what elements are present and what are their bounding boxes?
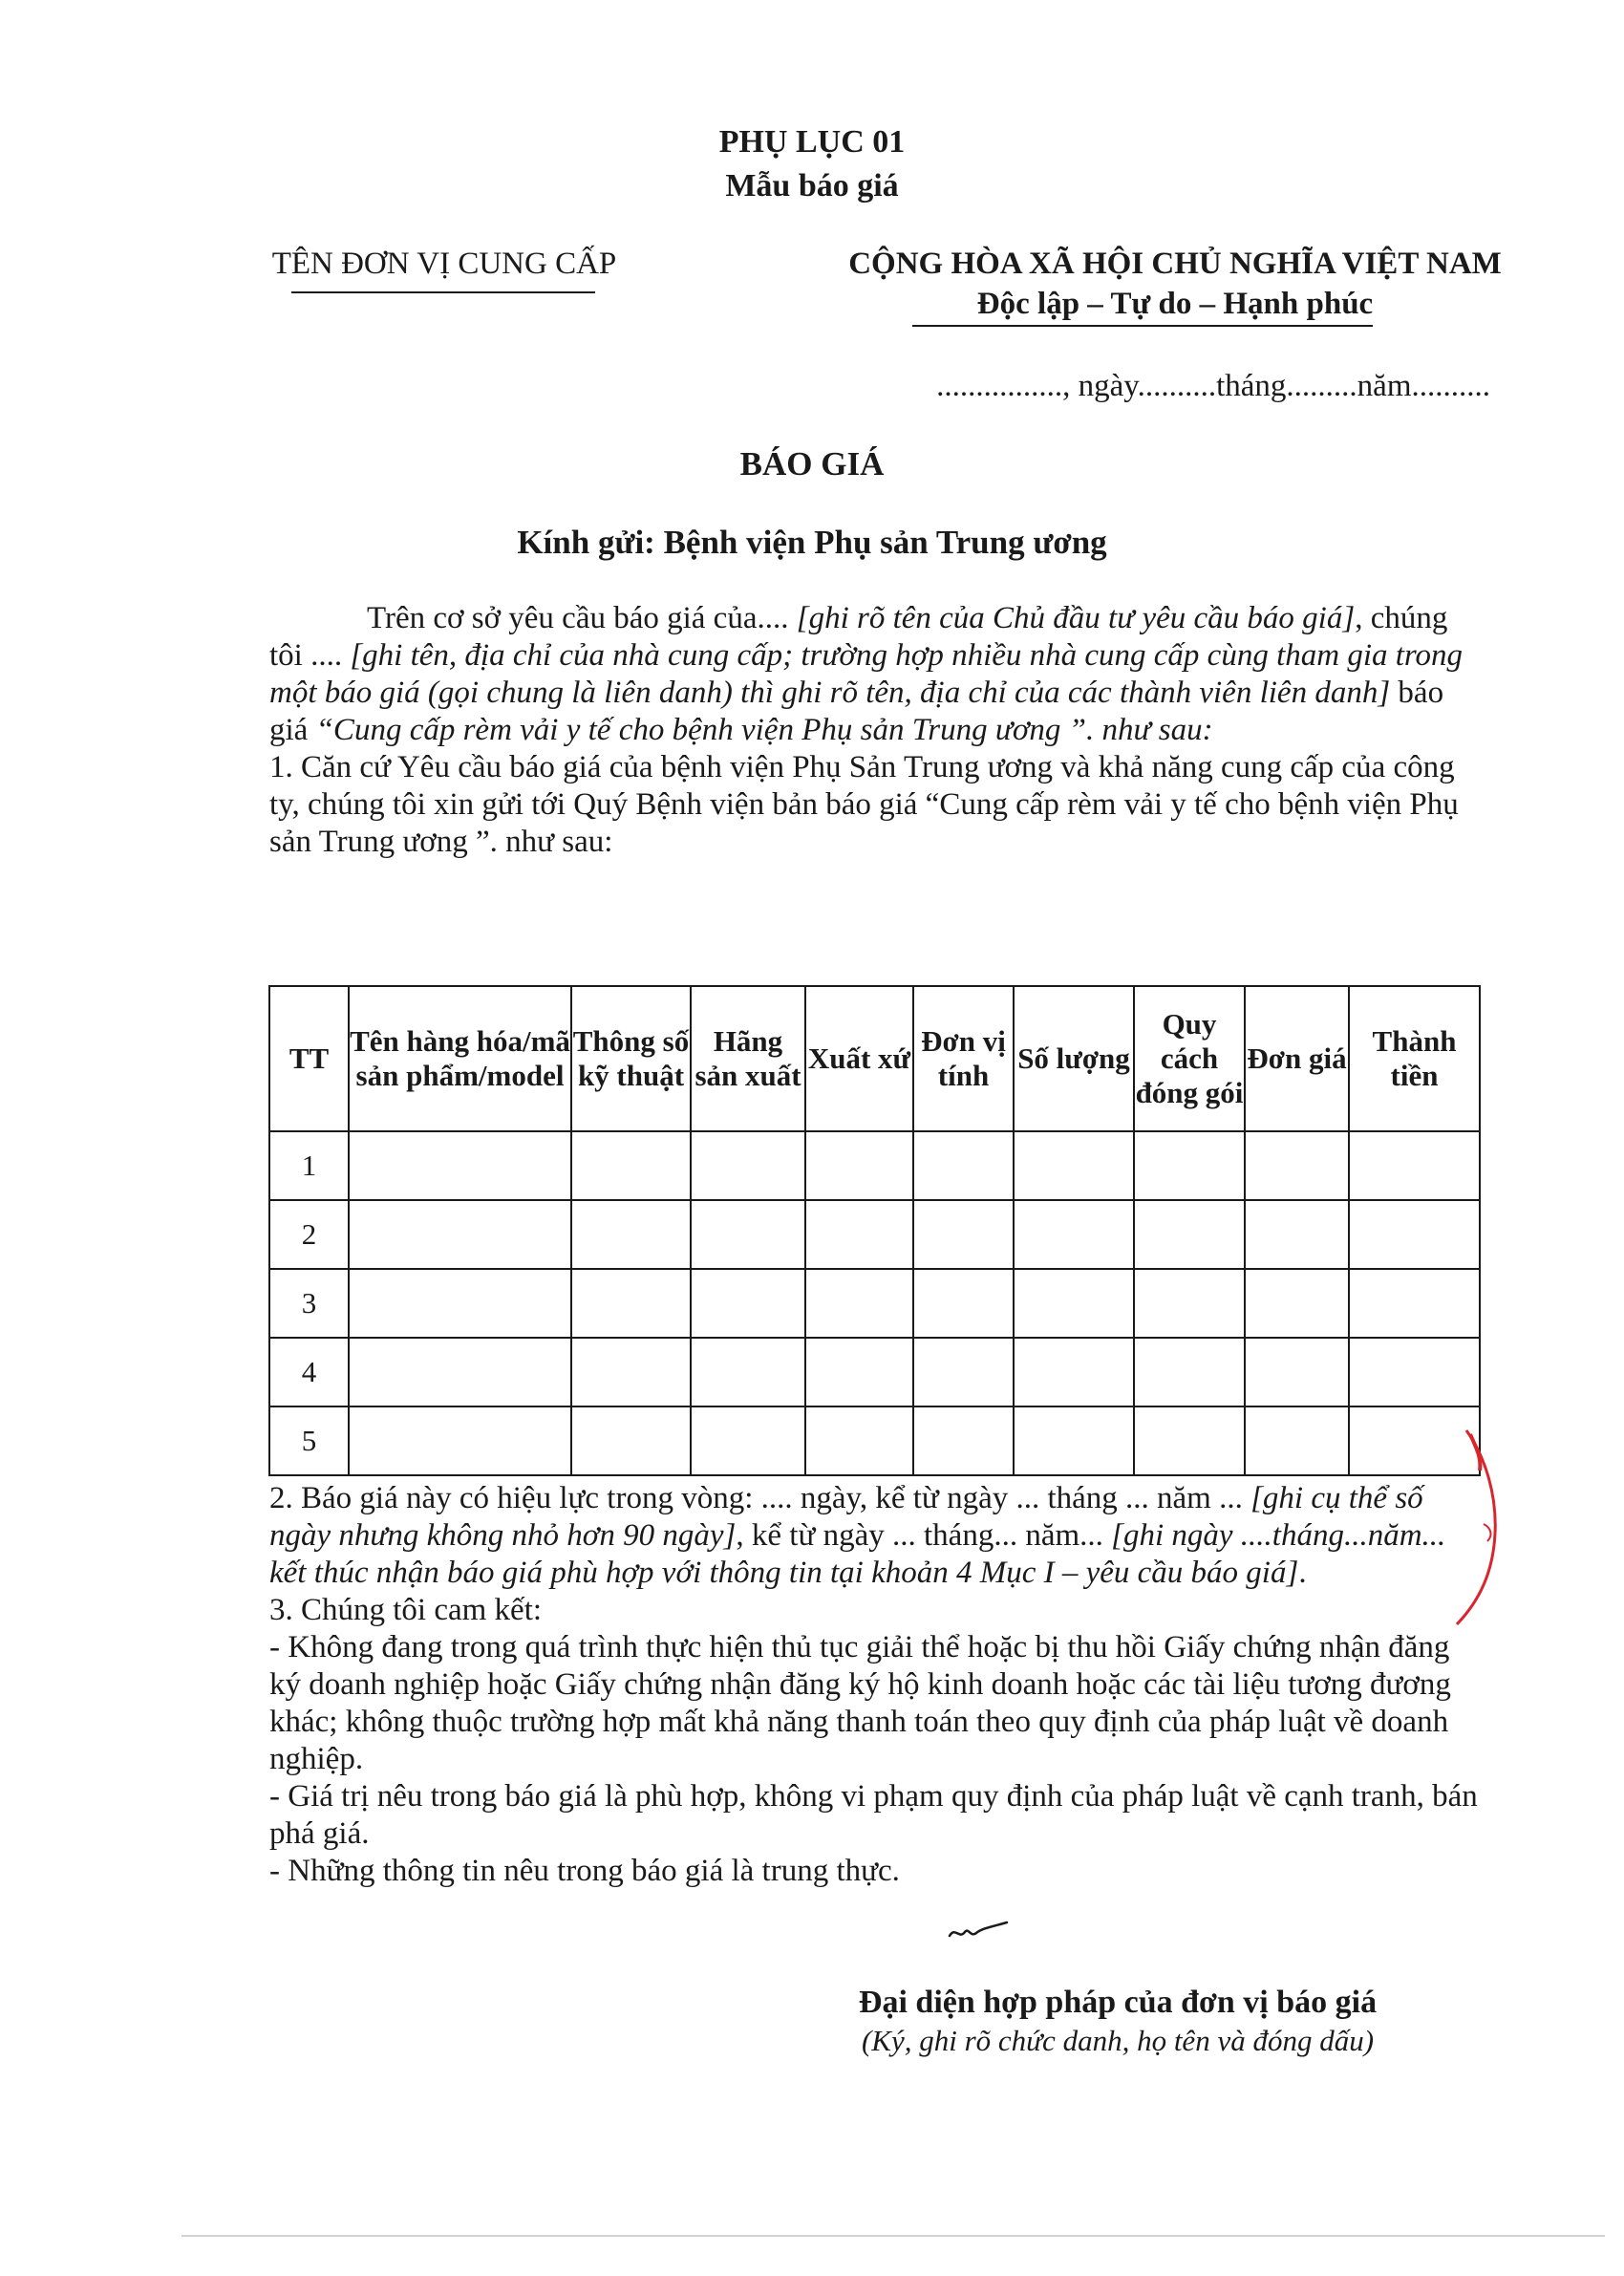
signature-note: (Ký, ghi rõ chức danh, họ tên và đóng dấu): [861, 2024, 1375, 2057]
supplier-underline: [291, 291, 595, 293]
table-cell: [1134, 1269, 1245, 1338]
appendix-subtitle: Mẫu báo giá: [725, 168, 899, 204]
table-cell: [913, 1131, 1014, 1200]
page-bottom-rule: [182, 2235, 1605, 2237]
column-header: Đơn giá: [1245, 986, 1349, 1131]
table-cell: [691, 1406, 805, 1475]
table-cell: [1245, 1269, 1349, 1338]
column-header: Số lượng: [1014, 986, 1134, 1131]
table-cell: [913, 1406, 1014, 1475]
intro-text: báo giá: [269, 676, 1444, 747]
basis-paragraph: 1. Căn cứ Yêu cầu báo giá của bệnh viện Phụ Sản Trung ương và khả năng cung cấp của công ty, chúng tôi xin gửi tới Quý Bệnh viện bản báo giá “Cung cấp rèm vải y tế cho bệnh viện Phụ sản Trung ương ”. như sau:: [269, 750, 1459, 859]
supplier-name: TÊN ĐƠN VỊ CUNG CẤP: [271, 247, 617, 281]
table-cell: [805, 1406, 913, 1475]
table-cell: [1014, 1131, 1134, 1200]
commitment-item: - Giá trị nêu trong báo giá là phù hợp, không vi phạm quy định của pháp luật về cạnh tranh, bán phá giá.: [269, 1779, 1478, 1851]
table-cell: [691, 1200, 805, 1269]
table-cell: [1134, 1200, 1245, 1269]
table-cell: [349, 1406, 571, 1475]
table-header-row: [269, 986, 1480, 1131]
column-header: Xuất xứ: [805, 986, 913, 1131]
intro-placeholder-owner: [ghi rõ tên của Chủ đầu tư yêu cầu báo giá]: [796, 601, 1356, 635]
table-cell: [1134, 1338, 1245, 1406]
table-cell: [805, 1200, 913, 1269]
intro-section: [269, 600, 1483, 861]
quotation-table: [268, 985, 1481, 1476]
table-cell: [1014, 1269, 1134, 1338]
table-cell: [571, 1406, 691, 1475]
column-header: TT: [269, 986, 349, 1131]
table-cell: [1014, 1338, 1134, 1406]
validity-paragraph: [269, 1480, 1483, 1592]
table-row: [269, 1200, 1480, 1269]
table-cell: [349, 1200, 571, 1269]
table-cell: [913, 1269, 1014, 1338]
table-cell: [1349, 1269, 1480, 1338]
table-cell: [1014, 1200, 1134, 1269]
column-header: Hãng sản xuất: [691, 986, 805, 1131]
row-number: 1: [269, 1131, 349, 1200]
table-cell: [1134, 1406, 1245, 1475]
commitments-heading: 3. Chúng tôi cam kết:: [269, 1593, 543, 1627]
table-cell: [571, 1269, 691, 1338]
column-header: Đơn vị tính: [913, 986, 1014, 1131]
intro-text: , chúng tôi ....: [269, 601, 1448, 673]
table-cell: [1245, 1406, 1349, 1475]
terms-section: [269, 1480, 1483, 1890]
table-cell: [349, 1131, 571, 1200]
validity-text: .: [1298, 1556, 1307, 1590]
row-number: 5: [269, 1406, 349, 1475]
table-cell: [805, 1269, 913, 1338]
red-stamp-mark: [1438, 1428, 1524, 1629]
signature-title: Đại diện hợp pháp của đơn vị báo giá: [858, 1985, 1378, 2020]
intro-text: Trên cơ sở yêu cầu báo giá của....: [367, 601, 797, 635]
table-cell: [691, 1338, 805, 1406]
row-number: 4: [269, 1338, 349, 1406]
table-cell: [1245, 1200, 1349, 1269]
table-cell: [1349, 1131, 1480, 1200]
row-number: 3: [269, 1269, 349, 1338]
intro-placeholder-supplier: [ghi tên, địa chỉ của nhà cung cấp; trường hợp nhiều nhà cung cấp cùng tham gia trong một báo giá (gọi chung là liên danh) thì ghi rõ tên, địa chỉ của các thành viên liên danh]: [269, 638, 1464, 710]
republic-title: CỘNG HÒA XÃ HỘI CHỦ NGHĨA VIỆT NAM: [848, 247, 1502, 281]
table-row: [269, 1406, 1480, 1475]
table-cell: [913, 1200, 1014, 1269]
column-header: Thành tiền: [1349, 986, 1480, 1131]
table-cell: [1349, 1200, 1480, 1269]
validity-text: 2. Báo giá này có hiệu lực trong vòng: .... ngày, kể từ ngày ... tháng ... năm ...: [269, 1481, 1251, 1515]
table-row: [269, 1269, 1480, 1338]
table-cell: [571, 1338, 691, 1406]
recipient-line: Kính gửi: Bệnh viện Phụ sản Trung ương: [517, 524, 1107, 561]
table-cell: [805, 1338, 913, 1406]
commitment-item: - Những thông tin nêu trong báo giá là trung thực.: [269, 1854, 900, 1888]
table-cell: [1014, 1406, 1134, 1475]
commitment-item: - Không đang trong quá trình thực hiện thủ tục giải thể hoặc bị thu hồi Giấy chứng nhận đăng ký doanh nghiệp hoặc Giấy chứng nhận đăng ký hộ kinh doanh hoặc các tài liệu tương đương khác; không thuộc trường hợp mất khả năng thanh toán theo quy định của pháp luật về doanh nghiệp.: [269, 1630, 1451, 1776]
table-cell: [691, 1269, 805, 1338]
column-header: Quy cách đóng gói: [1134, 986, 1245, 1131]
validity-placeholder-days: [ghi cụ thể số ngày nhưng không nhỏ hơn 90 ngày]: [269, 1481, 1423, 1553]
row-number: 2: [269, 1200, 349, 1269]
column-header: Thông số kỹ thuật: [571, 986, 691, 1131]
table-cell: [349, 1269, 571, 1338]
national-motto: Độc lập – Tự do – Hạnh phúc: [976, 287, 1374, 321]
table-cell: [571, 1200, 691, 1269]
validity-placeholder-date: [ghi ngày ....tháng...năm... kết thúc nhận báo giá phù hợp với thông tin tại khoản 4 Mục I – yêu cầu báo giá]: [269, 1518, 1446, 1590]
table-cell: [571, 1131, 691, 1200]
table-cell: [1245, 1338, 1349, 1406]
table-cell: [1245, 1131, 1349, 1200]
table-cell: [805, 1131, 913, 1200]
intro-package-name: “Cung cấp rèm vải y tế cho bệnh viện Phụ sản Trung ương ”. như sau:: [315, 713, 1213, 747]
handwritten-initial: [946, 1919, 1013, 1947]
motto-underline: [912, 325, 1373, 327]
table-row: [269, 1338, 1480, 1406]
document-title: BÁO GIÁ: [739, 445, 885, 483]
table-cell: [349, 1338, 571, 1406]
table-cell: [1349, 1338, 1480, 1406]
appendix-title: PHỤ LỤC 01: [718, 124, 906, 160]
validity-text: , kể từ ngày ... tháng... năm...: [736, 1518, 1112, 1553]
table-cell: [691, 1131, 805, 1200]
table-row: [269, 1131, 1480, 1200]
intro-paragraph: [269, 600, 1483, 749]
date-line: ................, ngày..........tháng.........năm..........: [936, 369, 1490, 403]
table-cell: [913, 1338, 1014, 1406]
table-cell: [1134, 1131, 1245, 1200]
column-header: Tên hàng hóa/mã sản phẩm/model: [349, 986, 571, 1131]
